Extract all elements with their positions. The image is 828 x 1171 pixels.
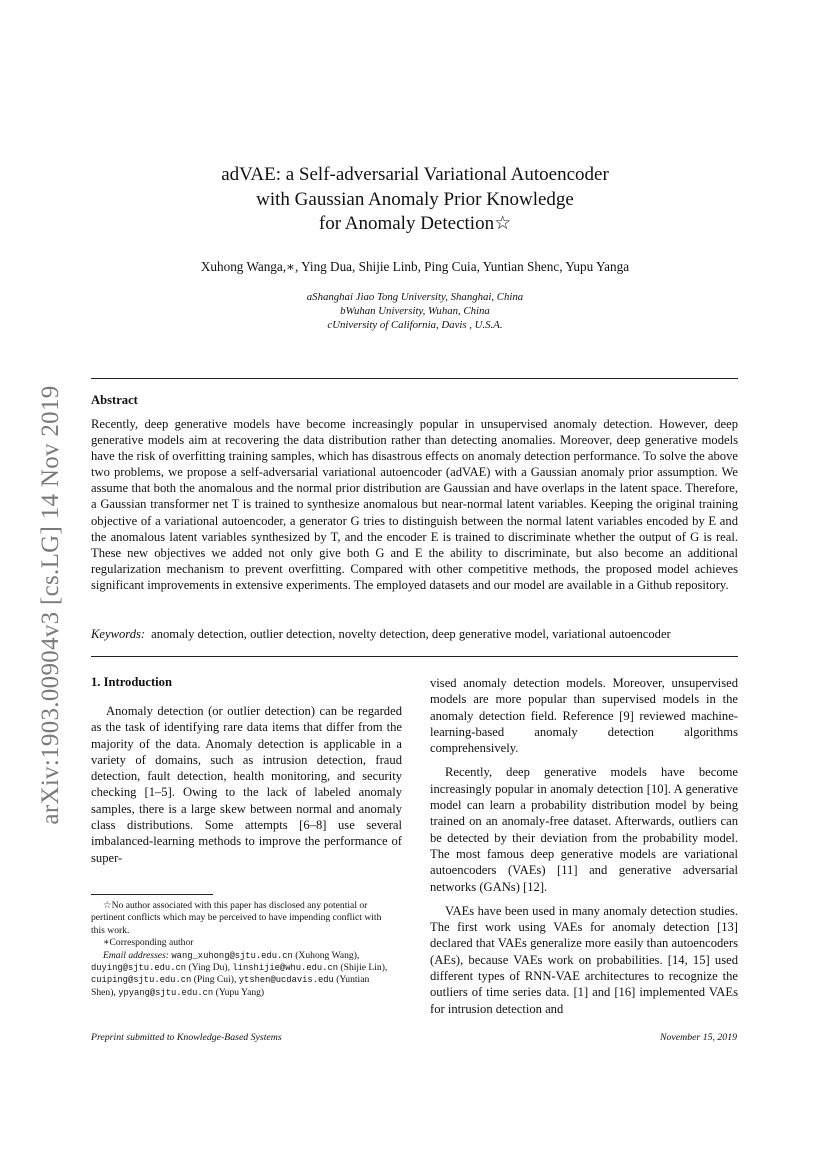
footer-journal: Preprint submitted to Knowledge-Based Systems xyxy=(91,1032,282,1043)
affiliation-b: bWuhan University, Wuhan, China xyxy=(340,305,490,317)
intro-paragraph-2: vised anomaly detection models. Moreover, unsupervised models are more popular than supervised models in the anomaly detection field. Reference [9] reviewed machine-learning-based anomaly detection algorithms comprehensively. xyxy=(430,676,738,756)
email-link[interactable]: ypyang@sjtu.edu.cn xyxy=(118,987,214,998)
email-owner: (Yuntian Shen), xyxy=(91,974,370,998)
abstract-bottom-rule xyxy=(91,656,738,657)
left-column xyxy=(91,703,402,866)
footnote-emails xyxy=(91,950,391,1000)
email-owner: (Ying Du), xyxy=(188,962,231,974)
email-link[interactable]: ytshen@ucdavis.edu xyxy=(238,975,334,986)
email-link[interactable]: wang_xuhong@sjtu.edu.cn xyxy=(171,950,293,961)
right-column xyxy=(430,675,738,1017)
intro-paragraph-4: VAEs have been used in many anomaly detection studies. The first work using VAEs for anomaly detection [13] declared that VAEs generalize more easily than autoencoders (AEs), because VAEs work on probabilities. [14, 15] used different types of RNN-VAE architectures to recognize the outliers of time series data. [1] and [16] implemented VAEs for intrusion detection and xyxy=(430,903,738,1016)
title-line-2: with Gaussian Anomaly Prior Knowledge xyxy=(256,188,574,210)
affiliation-c: cUniversity of California, Davis , U.S.A. xyxy=(327,319,503,331)
footnote-conflict: ☆No author associated with this paper has disclosed any potential or pertinent conflicts which may be perceived to have impending conflict with this work. xyxy=(91,900,382,936)
footnotes xyxy=(91,900,391,999)
affiliation-a: aShanghai Jiao Tong University, Shanghai, China xyxy=(306,291,524,303)
keywords-label: Keywords: xyxy=(91,627,146,641)
email-owner: (Shijie Lin), xyxy=(340,962,388,974)
abstract-text: Recently, deep generative models have become increasingly popular in unsupervised anomaly detection. However, deep generative models aim at recovering the data distribution rather than detecting anomalies. Moreover, deep generative models have the risk of overfitting training samples, which has disastrous effects on anomaly detection performance. To solve the above two problems, we propose a self-adversarial variational autoencoder (adVAE) with a Gaussian anomaly prior assumption. We assume that both the anomalous and the normal prior distribution are Gaussian and have overlaps in the latent space. Therefore, a Gaussian transformer net T is trained to synthesize anomalous but near-normal latent variables. Keeping the original training objective of a variational autoencoder, a generator G tries to distinguish between the normal latent variables encoded by E and the anomalous latent variables synthesized by T, and the encoder E is trained to discriminate whether the output of G is real. These new objectives we added not only give both G and E the ability to discriminate, but also become an additional regularization mechanism to prevent overfitting. Compared with other competitive methods, the proposed model achieves significant improvements in extensive experiments. The employed datasets and our model are available in a Github repository. xyxy=(91,417,738,592)
title-line-1: adVAE: a Self-adversarial Variational Autoencoder xyxy=(221,164,609,185)
keywords xyxy=(91,627,751,642)
email-link[interactable]: duying@sjtu.edu.cn xyxy=(91,963,187,974)
section-heading: 1. Introduction xyxy=(91,675,172,689)
abstract-top-rule xyxy=(91,378,738,379)
arxiv-sidebar-stamp: arXiv:1903.00904v3 [cs.LG] 14 Nov 2019 xyxy=(37,385,64,825)
keywords-text: anomaly detection, outlier detection, novelty detection, deep generative model, variational autoencoder xyxy=(151,627,671,641)
intro-paragraph-1: Anomaly detection (or outlier detection) can be regarded as the task of identifying rare data items that differ from the majority of the data. Anomaly detection is applicable in a variety of domains, such as intrusion detection, fraud detection, fault detection, health monitoring, and security checking [1–5]. Owing to the lack of labeled anomaly samples, there is a large skew between normal and anomaly class distributions. Some attempts [6–8] use several imbalanced-learning methods to improve the performance of super- xyxy=(91,704,402,865)
affiliations xyxy=(120,290,710,332)
email-label: Email addresses: xyxy=(103,949,169,961)
email-owner: (Xuhong Wang), xyxy=(295,949,360,961)
abstract-heading: Abstract xyxy=(91,393,138,407)
footnote-corresponding: ∗Corresponding author xyxy=(103,937,194,949)
title-line-3: for Anomaly Detection☆ xyxy=(318,213,512,234)
author-list: Xuhong Wanga,∗, Ying Dua, Shijie Linb, Ping Cuia, Yuntian Shenc, Yupu Yanga xyxy=(200,259,630,274)
footer-date: November 15, 2019 xyxy=(659,1032,737,1043)
footnote-rule xyxy=(91,894,213,895)
paper-title xyxy=(120,163,710,237)
email-link[interactable]: cuiping@sjtu.edu.cn xyxy=(91,975,192,986)
email-owner: (Ping Cui), xyxy=(193,974,237,986)
email-owner: (Yupu Yang) xyxy=(215,986,265,998)
email-link[interactable]: linshijie@whu.edu.cn xyxy=(232,963,339,974)
intro-paragraph-3: Recently, deep generative models have become increasingly popular in anomaly detection [10]. A generative model can learn a probability distribution model by being trained on an anomaly-free dataset. Afterwards, outliers can be detected by their deviation from the probability model. The most famous deep generative models are variational autoencoders (VAEs) [11] and generative adversarial networks (GANs) [12]. xyxy=(430,765,738,894)
